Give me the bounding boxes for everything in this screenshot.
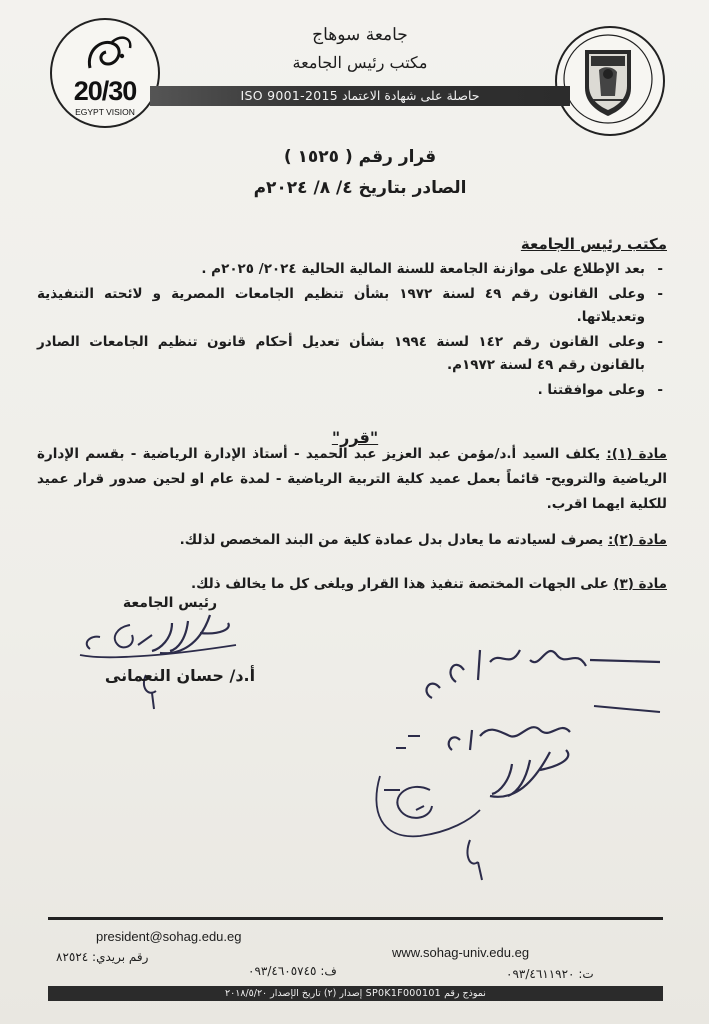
vision-number: 20/30 <box>73 76 137 106</box>
preamble-item: - وعلى موافقتنا . <box>37 379 667 402</box>
resolution-title: "قرر" <box>331 428 379 447</box>
article-label: مادة (١): <box>606 446 668 462</box>
hr-handwritten-note <box>360 640 680 890</box>
article-text: يكلف السيد أ.د/مؤمن عبد العزيز عبد الحميد - أستاذ الإدارة الرياضية - بقسم الإدارة الرياضية والترويح- قائماً بعمل عميد كلية التربية الرياضية - لمدة عام او لحين صدور قرار عميد للكلية ايهما اقرب. <box>37 446 667 512</box>
preamble-item: - وعلى القانون رقم ١٤٢ لسنة ١٩٩٤ بشأن تعديل أحكام قانون تنظيم الجامعات الصادر بالقانون رقم ٤٩ لسنة ١٩٧٢م. <box>37 331 667 377</box>
egypt-vision-logo <box>50 18 160 128</box>
footer-fax: ف: ٠٩٣/٤٦٠٥٧٤٥ <box>248 964 337 978</box>
article-label: مادة (٣) <box>613 576 667 592</box>
signer-title: رئيس الجامعة <box>122 595 218 611</box>
preamble-heading: مكتب رئيس الجامعة <box>520 235 667 253</box>
article-label: مادة (٢): <box>607 532 667 548</box>
office-name: مكتب رئيس الجامعة <box>292 53 428 72</box>
footer-website: www.sohag-univ.edu.eg <box>392 945 530 960</box>
article-1 <box>37 442 667 517</box>
footer-form-code: نموذج رقم SP0K1F000101 إصدار (٢) تاريخ الإصدار ٢٠١٨/٥/٢٠ <box>48 986 663 1001</box>
signer-name: أ.د/ حسان النعمانى <box>104 666 256 685</box>
article-2 <box>37 528 667 553</box>
preamble-item: - وعلى القانون رقم ٤٩ لسنة ١٩٧٢ بشأن تنظيم الجامعات المصرية و لائحته التنفيذية وتعديلاتها. <box>37 283 667 329</box>
article-text: على الجهات المختصة تنفيذ هذا القرار ويلغى كل ما يخالف ذلك. <box>190 576 609 592</box>
footer-po-box: رقم بريدي: ٨٢٥٢٤ <box>56 950 149 964</box>
preamble-list <box>37 258 667 404</box>
footer-tel: ت: ٠٩٣/٤٦١١٩٢٠ <box>506 967 594 981</box>
preamble-item: - بعد الإطلاع على موازنة الجامعة للسنة المالية الحالية ٢٠٢٤/ ٢٠٢٥م . <box>37 258 667 281</box>
vision-emblem-icon <box>52 20 158 80</box>
article-3 <box>37 572 667 597</box>
decision-number: قرار رقم ( ١٥٢٥ ) <box>283 147 437 167</box>
university-name: جامعة سوهاج <box>312 25 408 45</box>
iso-certificate-band: حاصلة على شهادة الاعتماد ISO 9001-2015 <box>150 86 570 106</box>
article-text: يصرف لسيادته ما يعادل بدل عمادة كلية من البند المخصص لذلك. <box>179 532 604 548</box>
decision-date: الصادر بتاريخ ٤/ ٨/ ٢٠٢٤م <box>253 178 467 198</box>
university-crest-icon <box>555 26 661 132</box>
vision-label: EGYPT VISION <box>75 107 135 117</box>
president-signature <box>60 605 250 715</box>
university-seal <box>555 26 665 136</box>
footer-divider <box>48 917 663 920</box>
footer-email: president@sohag.edu.eg <box>96 929 242 944</box>
